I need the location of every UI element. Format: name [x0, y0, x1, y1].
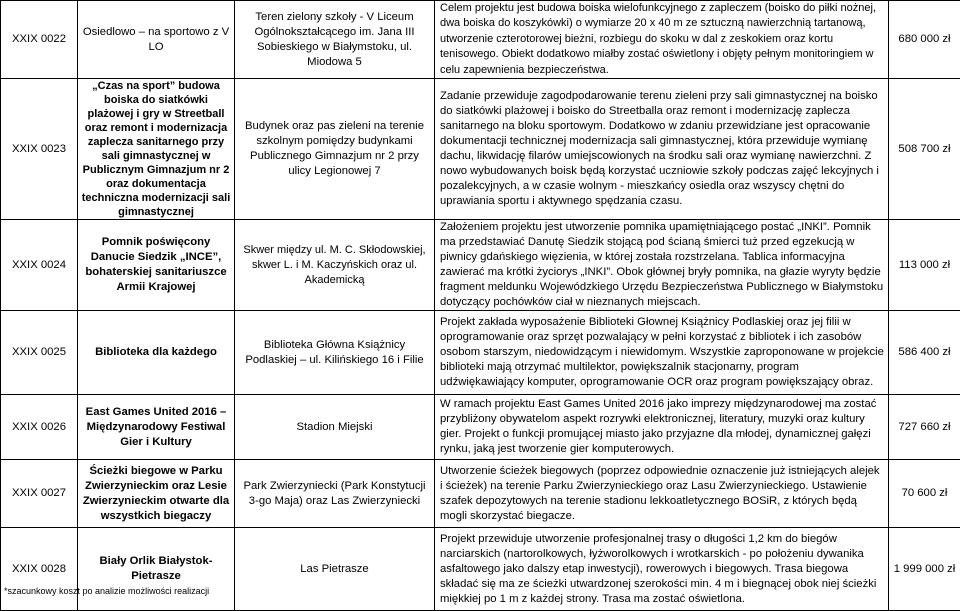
project-description: Zadanie przewiduje zagodpodarowanie terenu zieleni przy sali gimnastycznej na boisko do siatkówki plażowej i boisko do Streetballa oraz remont i modernizację zaplecza sanitarnego na bloku sportowym. Dodatkowo w zdaniu przewidziane jest opracowanie dokumentacji technicznej modernizacja sali gimnastycznej, która przewiduje wymianę dachu, likwidację filarów umiejscowionych na środku sali oraz wymianę nawierzchni. Z nowo wybudowanych boisk będą korzystać uczniowie szkoły podczas zajęć lekcyjnych i pozalekcyjnych, a w czasie wolnym - mieszkańcy osiedla oraz wszyscy chętni do uprawiania sportu i aktywnego spędzania czasu. [435, 79, 889, 220]
project-location: Skwer między ul. M. C. Skłodowskiej, skwer L. i M. Kaczyńskich oraz ul. Akademicką [235, 220, 435, 311]
project-id: XXIX 0023 [1, 79, 78, 220]
project-name: East Games United 2016 – Międzynarodowy Festiwal Gier i Kultury [78, 395, 235, 460]
project-name: Biały Orlik Białystok-Pietrasze [78, 528, 235, 611]
project-description: Utworzenie ścieżek biegowych (poprzez odpowiednie oznaczenie już istniejących alejek i ścieżek) na terenie Parku Zwierzynieckiego oraz Lasu Zwierzynieckiego. Ustawienie szafek depozytowych na terenie stadionu lekkoatletycznego BOSiR, z których będą mogli skorzystać biegacze. [435, 460, 889, 528]
project-name: Ścieżki biegowe w Parku Zwierzynieckim oraz Lesie Zwierzynieckim otwarte dla wszystkich biegaczy [78, 460, 235, 528]
project-location: Stadion Miejski [235, 395, 435, 460]
project-cost: 113 000 zł [889, 220, 960, 311]
project-id: XXIX 0026 [1, 395, 78, 460]
project-location: Budynek oraz pas zieleni na terenie szkolnym pomiędzy budynkami Publicznego Gimnazjum nr 2 przy ulicy Legionowej 7 [235, 79, 435, 220]
project-cost: 508 700 zł [889, 79, 960, 220]
project-id: XXIX 0024 [1, 220, 78, 311]
project-name: „Czas na sport” budowa boiska do siatkówki plażowej i gry w Streetball oraz remont i modernizacja zaplecza sanitarnego przy sali gimnastycznej w Publicznym Gimnazjum nr 2 oraz dokumentacja techniczna modernizacji sali gimnastycznej [78, 79, 235, 220]
table-row [1, 460, 960, 528]
project-id: XXIX 0022 [1, 1, 78, 79]
project-id: XXIX 0028 [1, 528, 78, 611]
project-name: Pomnik poświęcony Danucie Siedzik „INCE”, bohaterskiej sanitariuszce Armii Krajowej [78, 220, 235, 311]
project-description: Celem projektu jest budowa boiska wielofunkcyjnego z zapleczem (boisko do piłki nożnej, dwa boiska do koszykówki) o wymiarze 20 x 40 m ze sztuczną nawierzchnią tartanową, utworzenie czterotorowej bieżni, rozbiegu do skoku w dal z zeskokiem oraz kortu tenisowego. Obiekt dodatkowo miałby zostać oświetlony i objęty pełnym monitoringiem w celu zapewnienia bezpieczeństwa. [435, 1, 889, 79]
project-description: Projekt zakłada wyposażenie Biblioteki Głownej Książnicy Podlaskiej oraz jej filii w oprogramowanie oraz sprzęt pozwalający w pełni korzystać z bibliotek i ich zasobów osobom starszym, niedowidzącym i niewidomym. Wszystkie zaproponowane w projekcie biblioteki mają otrzymać multilektor, powiększalnik stacjonarny, program udźwiękawiający komputer, oprogramowanie OCR oraz program powiększający obraz. [435, 311, 889, 395]
project-cost: 1 999 000 zł [889, 528, 960, 611]
table-row [1, 79, 960, 220]
project-cost: 586 400 zł [889, 311, 960, 395]
project-cost: 727 660 zł [889, 395, 960, 460]
project-location: Park Zwierzyniecki (Park Konstytucji 3-go Maja) oraz Las Zwierzyniecki [235, 460, 435, 528]
project-id: XXIX 0025 [1, 311, 78, 395]
project-location: Biblioteka Główna Książnicy Podlaskiej – ul. Kilińskiego 16 i Filie [235, 311, 435, 395]
table-row [1, 220, 960, 311]
table-row [1, 311, 960, 395]
project-cost: 680 000 zł [889, 1, 960, 79]
project-location: Las Pietrasze [235, 528, 435, 611]
project-description: W ramach projektu East Games United 2016 jako imprezy międzynarodowej ma zostać przybliżony obywatelom aspekt rozrywki elektronicznej, literatury, muzyki oraz kultury gier. Projekt o funkcji promującej miasto jako przyjazne dla młodej, dynamicznej gałęzi rynku, jaką jest tworzenie gier komputerowych. [435, 395, 889, 460]
table-row [1, 1, 960, 79]
footnote: *szacunkowy koszt po analizie możliwości realizacji [4, 586, 209, 597]
table-row [1, 395, 960, 460]
project-location: Teren zielony szkoły - V Liceum Ogólnokształcącego im. Jana III Sobieskiego w Białymstoku, ul. Miodowa 5 [235, 1, 435, 79]
project-description: Projekt przewiduje utworzenie profesjonalnej trasy o długości 1,2 km do biegów narciarskich (nartorolkowych, łyżworolkowych i wrotkarskich - po położeniu dywanika asfaltowego jako dalszy etap inwestycji), rowerowych i biegowych. Trasa biegowa składać się ma ze ścieżki utwardzonej szerokości min. 4 m i biegnącej obok niej ścieżki miękkiej po 1 m z każdej strony. Trasa ma zostać oświetlona. [435, 528, 889, 611]
project-description: Założeniem projektu jest utworzenie pomnika upamiętniającego postać „INKI”. Pomnik ma przedstawiać Danutę Siedzik stojącą pod ścianą śmierci tuż przed egzekucją w piwnicy gdańskiego więzienia, w której została rozstrzelana. Tablica informacyjna zawierać ma krótki życiorys „INKI”. Obok głównej bryły pomnika, na głazie wyryty będzie fragment meldunku Wojewódzkiego Urzędu Bezpieczeństwa Publicznego w Białymstoku dotyczący pochówków ciał w nieznanych miejscach. [435, 220, 889, 311]
project-cost: 70 600 zł [889, 460, 960, 528]
project-name: Osiedlowo – na sportowo z V LO [78, 1, 235, 79]
project-name: Biblioteka dla każdego [78, 311, 235, 395]
table-row [1, 528, 960, 611]
project-id: XXIX 0027 [1, 460, 78, 528]
